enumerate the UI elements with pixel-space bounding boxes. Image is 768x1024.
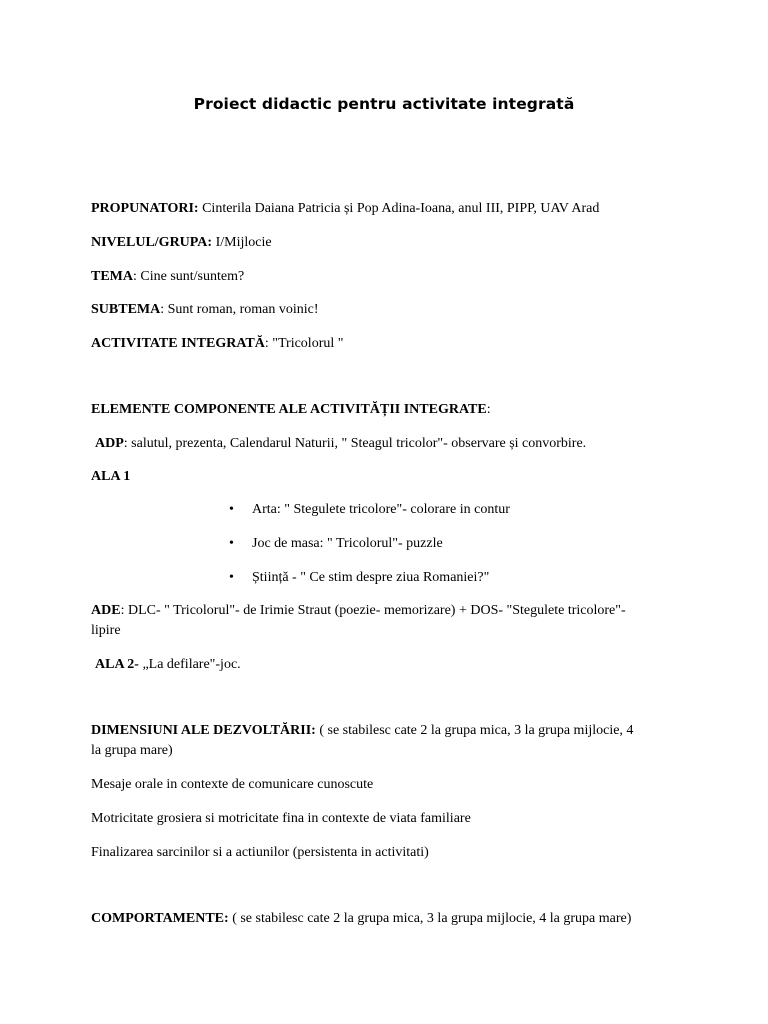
ala1-item: Știință - " Ce stim despre ziua Romaniei?"	[252, 570, 490, 585]
nivelul-value: I/Mijlocie	[212, 235, 272, 250]
ade-value-line1: : DLC- " Tricolorul"- de Irimie Straut (poezie- memorizare) + DOS- "Stegulete tricolore"-	[120, 603, 626, 618]
ade-line	[91, 601, 626, 621]
activitate-line	[91, 334, 343, 354]
bullet-icon: •	[229, 570, 234, 585]
ala1-label: ALA 1	[91, 469, 131, 484]
nivelul-label: NIVELUL/GRUPA:	[91, 235, 213, 250]
ala2-line	[95, 655, 241, 675]
subtema-value: : Sunt roman, roman voinic!	[160, 302, 319, 317]
elemente-line	[91, 400, 491, 420]
elemente-label: ELEMENTE COMPONENTE ALE ACTIVITĂȚII INTEGRATE	[91, 402, 487, 417]
dimensiuni-label: DIMENSIUNI ALE DEZVOLTĂRII:	[91, 723, 316, 738]
ala2-value: „La defilare"-joc.	[138, 657, 241, 672]
ala1-label-line	[91, 467, 130, 487]
ade-label: ADE	[91, 603, 121, 618]
activitate-label: ACTIVITATE INTEGRATĂ	[91, 336, 265, 351]
comportamente-value: ( se stabilesc cate 2 la grupa mica, 3 la grupa mijlocie, 4 la grupa mare)	[228, 911, 632, 926]
ala2-label: ALA 2-	[95, 657, 139, 672]
bullet-icon: •	[229, 502, 234, 517]
dimensiuni-value-line1: ( se stabilesc cate 2 la grupa mica, 3 la grupa mijlocie, 4	[315, 723, 634, 738]
document-title: Proiect didactic pentru activitate integrată	[193, 95, 575, 113]
subtema-line	[91, 300, 319, 320]
propunatori-line	[91, 199, 599, 219]
subtema-label: SUBTEMA	[91, 302, 161, 317]
dimensiuni-line	[91, 721, 633, 741]
bullet-icon: •	[229, 536, 234, 551]
activitate-value: : "Tricolorul "	[264, 336, 344, 351]
adp-line	[95, 434, 586, 454]
tema-line	[91, 267, 244, 287]
ala1-item: Joc de masa: " Tricolorul"- puzzle	[252, 536, 443, 551]
propunatori-value: Cinterila Daiana Patricia și Pop Adina-Ioana, anul III, PIPP, UAV Arad	[198, 201, 600, 216]
propunatori-label: PROPUNATORI:	[91, 201, 199, 216]
ala1-item: Arta: " Stegulete tricolore"- colorare in contur	[252, 502, 510, 517]
ade-value-line2: lipire	[91, 623, 121, 638]
dimensiuni-item: Motricitate grosiera si motricitate fina in contexte de viata familiare	[91, 811, 471, 826]
adp-value: : salutul, prezenta, Calendarul Naturii, " Steagul tricolor"- observare și convorbire.	[123, 436, 587, 451]
tema-label: TEMA	[91, 269, 133, 284]
comportamente-line	[91, 909, 631, 929]
dimensiuni-item: Finalizarea sarcinilor si a actiunilor (persistenta in activitati)	[91, 845, 429, 860]
nivelul-line	[91, 233, 272, 253]
comportamente-label: COMPORTAMENTE:	[91, 911, 229, 926]
tema-value: : Cine sunt/suntem?	[133, 269, 245, 284]
dimensiuni-value-line2: la grupa mare)	[91, 743, 173, 758]
elemente-value: :	[486, 402, 491, 417]
dimensiuni-item: Mesaje orale in contexte de comunicare cunoscute	[91, 777, 374, 792]
adp-label: ADP	[95, 436, 124, 451]
